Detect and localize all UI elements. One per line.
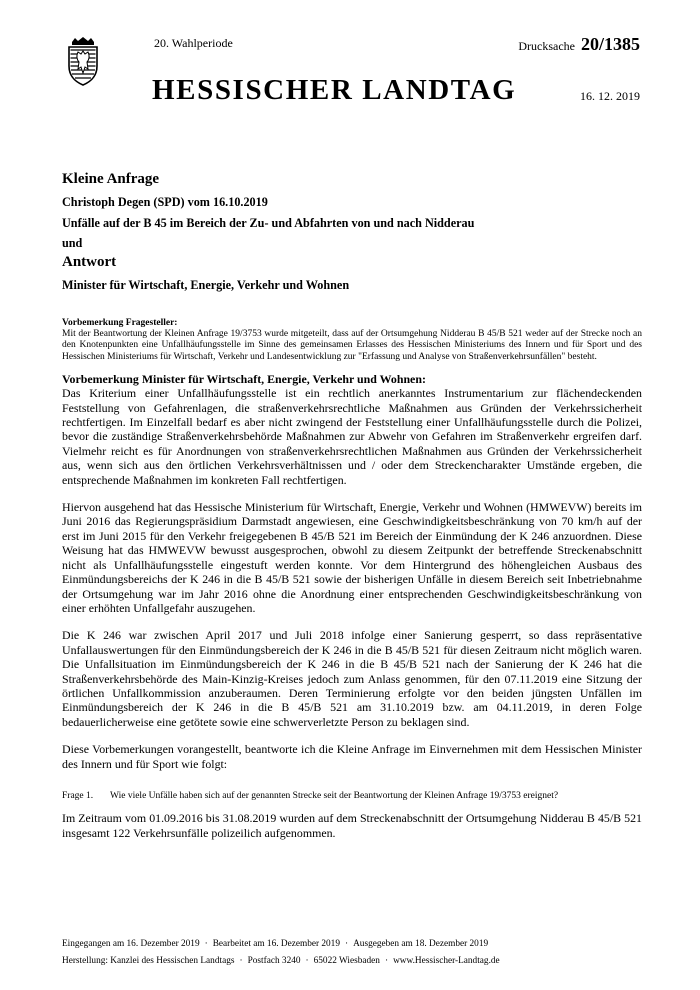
footer-ausgegeben: Ausgegeben am 18. Dezember 2019 xyxy=(353,939,489,949)
footer-separator: · xyxy=(305,956,309,966)
subject-line: Unfälle auf der B 45 im Bereich der Zu- und Abfahrten von und nach Nidderau xyxy=(62,216,475,230)
footer xyxy=(62,936,642,970)
antwort-heading: Antwort xyxy=(62,254,117,270)
heading-block xyxy=(62,170,642,293)
answerer-line: Minister für Wirtschaft, Energie, Verkehr und Wohnen xyxy=(62,278,350,292)
vorbemerkung-minister-title: Vorbemerkung Minister für Wirtschaft, Energie, Verkehr und Wohnen: xyxy=(62,371,426,386)
vorbemerkung-fragesteller-title: Vorbemerkung Fragesteller: xyxy=(62,318,178,328)
footer-separator: · xyxy=(344,939,349,949)
und-label: und xyxy=(62,236,83,250)
footer-bearbeitet: Bearbeitet am 16. Dezember 2019 xyxy=(212,939,340,949)
footer-ort: 65022 Wiesbaden xyxy=(313,956,380,966)
drucksache xyxy=(518,34,640,55)
footer-website-link[interactable]: www.Hessischer-Landtag.de xyxy=(393,956,500,966)
hessen-coat-of-arms-logo xyxy=(66,36,100,86)
paragraph: Das Kriterium einer Unfallhäufungsstelle ist ein rechtlich anerkanntes Instrumentarium zur flächendeckenden Feststellung von Gefahrenlagen, die straßenverkehrsrechtliche Maßnahmen aus Gründen der Verkehrssicherheit rechtfertigen. Im Einzelfall bedarf es aber nicht zwingend der Feststellung einer Unfallhäufungsstelle durch die Polizei, bevor die zuständige Straßenverkehrsbehörde Maßnahmen zur Abwehr von Gefahren im Straßenverkehr ergreifen darf. Vielmehr reicht es für Anordnungen von straßenverkehrsrechtlichen Maßnahmen aus Gründen der Verkehrssicherheit aus, wenn sich aus den örtlichen Verkehrsverhältnissen und / oder dem Streckencharakter Umstände ergeben, die entsprechende Maßnahmen im konkreten Fall rechtfertigen. xyxy=(62,386,642,487)
vorbemerkung-fragesteller xyxy=(62,318,642,363)
frage-1-label: Frage 1. xyxy=(62,790,94,801)
paragraph: Diese Vorbemerkungen vorangestellt, beantworte ich die Kleine Anfrage im Einvernehmen mit dem Hessischen Minister des Innern und für Sport wie folgt: xyxy=(62,742,642,771)
wahlperiode: 20. Wahlperiode xyxy=(154,36,233,50)
footer-separator: · xyxy=(239,956,243,966)
antwort-1: Im Zeitraum vom 01.09.2016 bis 31.08.2019 wurden auf dem Streckenabschnitt der Ortsumgehung Nidderau B 45/B 521 insgesamt 122 Verkehrsunfälle polizeilich aufgenommen. xyxy=(62,811,642,840)
footer-line-1 xyxy=(62,936,642,953)
footer-separator: · xyxy=(204,939,208,949)
paragraph: Die K 246 war zwischen April 2017 und Juli 2018 infolge einer Sanierung gesperrt, so dass repräsentative Unfallauswertungen für den Einmündungsbereich der K 246 in die B 45/B 521 für diesen Zeitraum nicht möglich waren. Die Unfallsituation im Einmündungsbereich der K 246 in die B 45/B 521 nach der Sanierung der K 246 hat die Straßenverkehrsbehörde des Main-Kinzig-Kreises jedoch zum Anlass genommen, für den 07.11.2019 eine Sitzung der örtlichen Unfallkommission anzuberaumen. Deren Terminierung erfolgte vor den beiden jüngsten Unfällen im Einmündungsbereich der K 246 in die B 45/B 521 am 31.10.2019 bzw. am 04.11.2019, in deren Folge bedauerlicherweise eine getötete sowie eine schwerverletzte Person zu beklagen sind. xyxy=(62,628,642,729)
footer-separator: · xyxy=(384,956,389,966)
footer-postfach: Postfach 3240 xyxy=(247,956,301,966)
main-content xyxy=(62,318,642,840)
vorbemerkung-fragesteller-text: Mit der Beantwortung der Kleinen Anfrage 19/3753 wurde mitgeteilt, dass auf der Ortsumgehung Nidderau B 45/B 521 weder auf der Strecke noch an den Knotenpunkten eine Unfallhäufungsstelle im Sinne des gemeinsamen Erlasses des Hessischen Ministeriums des Innern und für Sport und des Hessischen Ministeriums für Wirtschaft, Verkehr und Landesentwicklung zur "Erfassung und Analyse von Straßenverkehrsunfällen" besteht. xyxy=(62,329,642,362)
drucksache-number: 20/1385 xyxy=(580,34,640,54)
frage-1 xyxy=(62,791,642,803)
drucksache-label: Drucksache xyxy=(518,39,575,53)
paragraph: Hiervon ausgehend hat das Hessische Ministerium für Wirtschaft, Energie, Verkehr und Wohnen (HMWEVW) bereits im Juni 2016 das Regierungspräsidium Darmstadt angewiesen, eine Geschwindigkeitsbeschränkung von 70 km/h auf der erst im Juni 2015 für den Verkehr freigegebenen B 45/B 521 im Bereich der Einmündung der K 246 anzuordnen. Diese Weisung hat das HMWEVW bewusst ausgesprochen, obwohl zu diesem Zeitpunkt der betreffende Streckenabschnitt nicht als Unfallhäufungsstelle eingestuft werden konnte. Vor dem Hintergrund des höhengleichen Ausbaus des Einmündungsbereichs der K 246 in die B 45/B 521 sowie der bisherigen Unfälle in diesem Bereich seit Inbetriebnahme der Ortsumgehung war im Jahr 2016 ohne die Anordnung einer entsprechenden Geschwindigkeitsbeschränkung von einer erhöhten Unfallgefahr auszugehen. xyxy=(62,500,642,615)
page-title: HESSISCHER LANDTAG xyxy=(152,74,517,106)
document-date: 16. 12. 2019 xyxy=(580,89,640,103)
author-line: Christoph Degen (SPD) vom 16.10.2019 xyxy=(62,195,268,209)
footer-herstellung: Herstellung: Kanzlei des Hessischen Landtags xyxy=(62,956,235,966)
footer-line-2 xyxy=(62,953,642,970)
doc-type: Kleine Anfrage xyxy=(62,171,160,187)
footer-eingegangen: Eingegangen am 16. Dezember 2019 xyxy=(62,939,200,949)
vorbemerkung-minister xyxy=(62,372,642,771)
frage-1-text: Wie viele Unfälle haben sich auf der genannten Strecke seit der Beantwortung der Kleinen Anfrage 19/3753 ereignet? xyxy=(110,790,559,801)
